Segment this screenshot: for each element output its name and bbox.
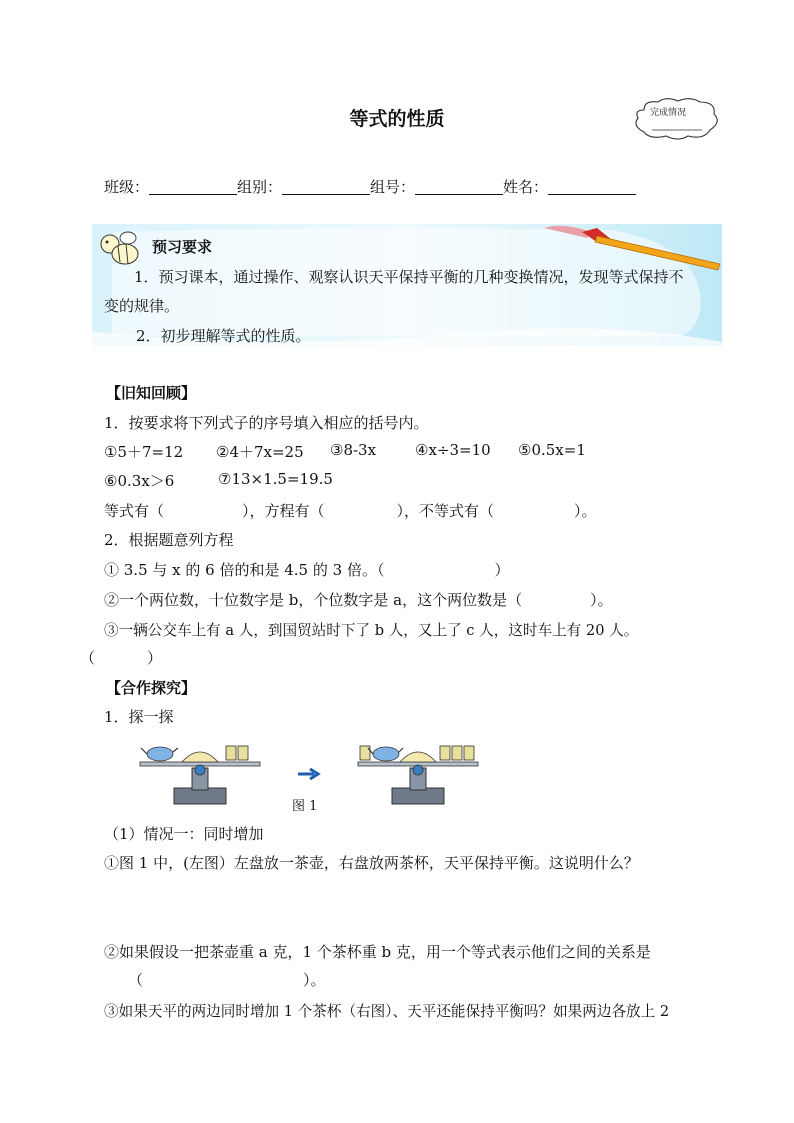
balance-scale-left (138, 738, 262, 808)
case-1-q1: ①图 1 中，(左图）左盘放一茶壶，右盘放两茶杯，天平保持平衡。这说明什么？ (104, 854, 639, 872)
case-1-q2: ②如果假设一把茶壶重 a 克，1 个茶杯重 b 克，用一个等式表示他们之间的关系是 (104, 943, 651, 961)
expr-1: ①5＋7=12 (104, 443, 184, 461)
review-q2: 2．根据题意列方程 (104, 531, 234, 549)
preview-item-1-cont: 变的规律。 (104, 297, 180, 315)
name-label: 姓名： (503, 178, 549, 196)
expr-2: ②4＋7x=25 (216, 443, 304, 461)
expr-5: ⑤0.5x=1 (518, 441, 586, 459)
answer-equations-label: 等式有（ (104, 502, 165, 520)
review-q2-2 (104, 589, 613, 610)
case-1-q3: ③如果天平的两边同时增加 1 个茶杯（右图）、天平还能保持平衡吗？如果两边各放上 2 (104, 1003, 670, 1020)
class-label: 班级： (104, 178, 150, 196)
q2-3-open: （ (80, 649, 96, 667)
expr-3: ③8-3x (330, 441, 377, 459)
arrow-right-icon (298, 768, 322, 780)
group-label: 组别： (237, 178, 283, 196)
group-blank[interactable] (282, 179, 370, 195)
explore-q1: 1．探一探 (104, 708, 174, 726)
preview-item-2: 2．初步理解等式的性质。 (136, 327, 311, 345)
review-heading: 【旧知回顾】 (106, 384, 197, 402)
answer-close: ）。 (574, 502, 597, 520)
preview-item-1: 1．预习课本，通过操作、观察认识天平保持平衡的几种变换情况，发现等式保持不 (134, 268, 684, 286)
figure-label: 图 1 (292, 799, 318, 814)
page-title: 等式的性质 (349, 108, 445, 130)
case-1-q2-answer (128, 969, 326, 990)
expr-7: ⑦13×1.5=19.5 (218, 470, 333, 488)
student-info-line (104, 176, 636, 197)
number-label: 组号： (370, 178, 416, 196)
preview-heading: 预习要求 (152, 238, 213, 256)
expr-6: ⑥0.3x＞6 (104, 472, 175, 490)
review-q2-3-answer (80, 647, 162, 668)
explore-heading: 【合作探究】 (106, 679, 197, 697)
q2-1-text: ① 3.5 与 x 的 6 倍的和是 4.5 的 3 倍。（ (104, 561, 385, 579)
q2-1-close: ） (494, 561, 510, 579)
q2-2-close: ）。 (590, 591, 613, 609)
q2-2-text: ②一个两位数，十位数字是 b，个位数字是 a，这个两位数是（ (104, 591, 523, 609)
class-blank[interactable] (149, 179, 237, 195)
c2-close: ）。 (303, 971, 326, 989)
completion-cloud (630, 96, 722, 140)
answer-line (104, 500, 597, 521)
expr-4: ④x÷3=10 (415, 441, 491, 459)
number-blank[interactable] (415, 179, 503, 195)
review-q2-1 (104, 559, 509, 580)
answer-formulas-label: ），方程有（ (242, 502, 325, 520)
review-q1: 1．按要求将下列式子的序号填入相应的括号内。 (104, 414, 429, 432)
completion-label: 完成情况 (650, 108, 687, 118)
c2-open: （ (128, 971, 144, 989)
answer-inequalities-label: ），不等式有（ (396, 502, 495, 520)
case-1-title: （1）情况一：同时增加 (104, 825, 264, 843)
balance-scale-right (356, 738, 480, 808)
name-blank[interactable] (548, 179, 636, 195)
review-q2-3: ③一辆公交车上有 a 人，到国贸站时下了 b 人，又上了 c 人，这时车上有 20 人。 (104, 622, 639, 639)
q2-3-close: ） (147, 649, 163, 667)
